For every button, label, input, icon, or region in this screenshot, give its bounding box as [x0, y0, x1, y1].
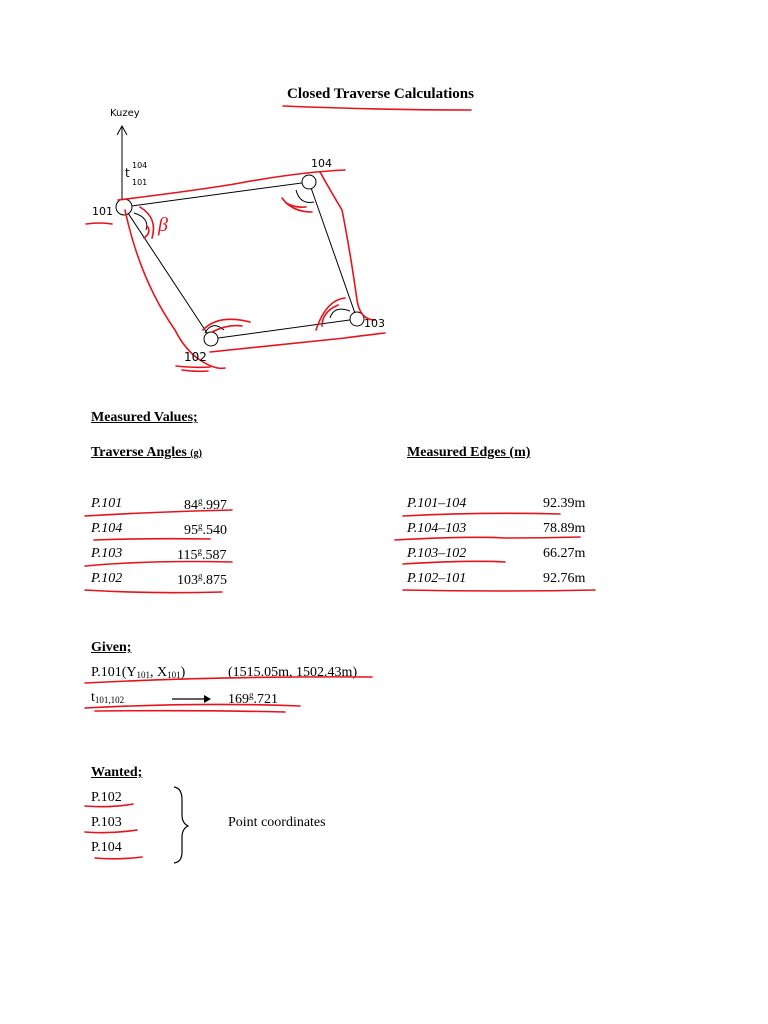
angles-heading: Traverse Angles (g) — [91, 445, 202, 460]
wanted-point: P.104 — [91, 840, 122, 855]
angle-value: 103$^g$.875 — [177, 571, 227, 588]
edge-name: P.103–102 — [407, 546, 467, 561]
point-label-103: 103 — [364, 317, 385, 330]
angle-value: 115$^g$.587 — [177, 546, 227, 563]
edge-value: 92.39m — [543, 496, 586, 511]
page-title: Closed Traverse Calculations — [287, 86, 474, 102]
wanted-heading: Wanted; — [91, 765, 143, 780]
wanted-point: P.102 — [91, 790, 122, 805]
edge-value: 66.27m — [543, 546, 586, 561]
azimuth-symbol: t — [125, 166, 130, 180]
angle-value: 84$^g$.997 — [184, 496, 227, 513]
wanted-label: Point coordinates — [228, 815, 326, 830]
edge-value: 92.76m — [543, 571, 586, 586]
point-label-102: 102 — [184, 350, 207, 364]
angle-point: P.102 — [91, 571, 123, 586]
given-coord-label: $P.101(Y_{101}$, $X_{101}$) — [91, 665, 186, 680]
azimuth-bottom: 101 — [132, 178, 148, 187]
given-azimuth-value: 169$^g$.721 — [228, 690, 278, 707]
edge-name: P.102–101 — [407, 571, 467, 586]
angle-point: P.101 — [91, 496, 123, 511]
given-heading: Given; — [91, 640, 132, 655]
beta-label: β — [158, 214, 168, 236]
azimuth-top: 104 — [132, 161, 148, 170]
measured-heading: Measured Values; — [91, 410, 198, 425]
edge-value: 78.89m — [543, 521, 586, 536]
north-label: Kuzey — [110, 108, 140, 119]
angle-point: P.104 — [91, 521, 123, 536]
point-label-101: 101 — [92, 205, 113, 218]
angle-point: P.103 — [91, 546, 123, 561]
point-label-104: 104 — [311, 157, 332, 170]
edges-heading: Measured Edges (m) — [407, 445, 531, 460]
given-coord-value: (1515.05m, 1502.43m) — [228, 665, 358, 680]
given-azimuth-label: $t_{101,102}$ — [91, 690, 125, 705]
wanted-point: P.103 — [91, 815, 122, 830]
edge-name: P.104–103 — [407, 521, 467, 536]
angle-value: 95$^g$.540 — [184, 521, 227, 538]
edge-name: P.101–104 — [407, 496, 467, 511]
